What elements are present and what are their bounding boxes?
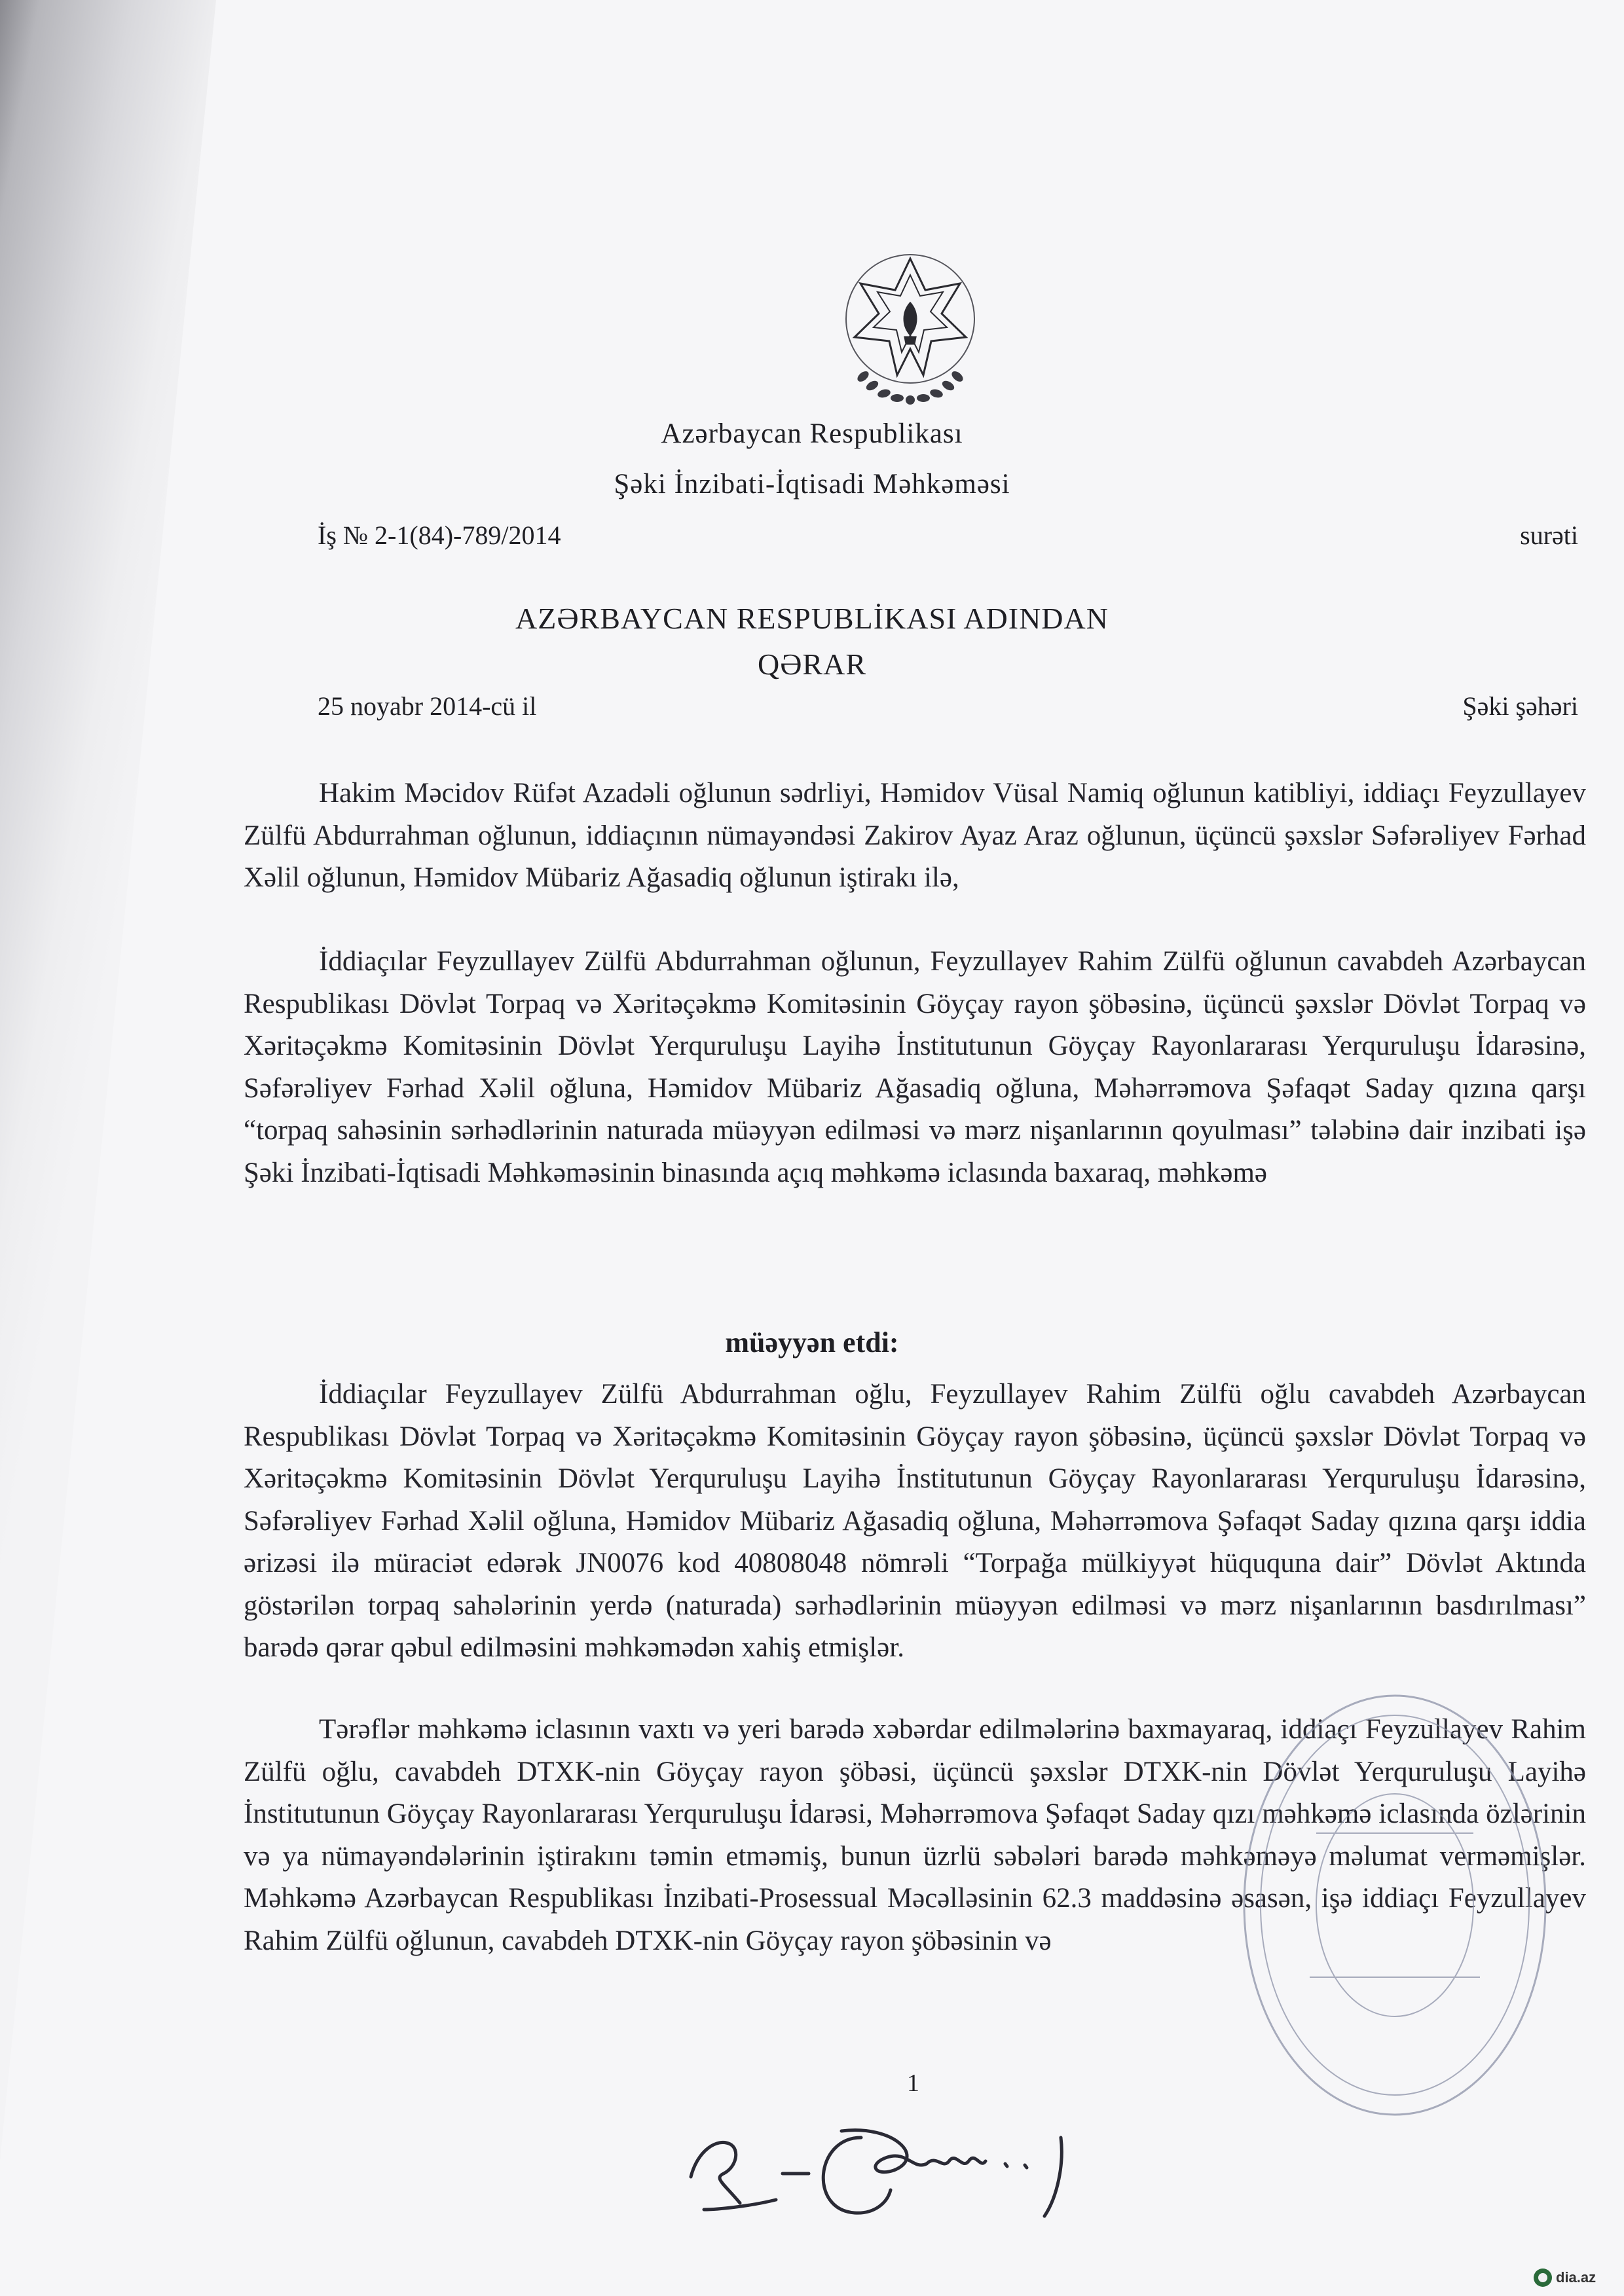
copy-label: surəti [1520,520,1578,550]
decision-title: AZƏRBAYCAN RESPUBLİKASI ADINDAN [515,602,1109,635]
paragraph-case-description: İddiaçılar Feyzullayev Zülfü Abdurrahman oğlunun, Feyzullayev Rahim Zülfü oğlunun cavabdeh Azərbaycan Respublikası Dövlət Torpaq və Xəritəçəkmə Komitəsinin Göyçay rayon şöbəsinə, üçüncü şəxslər Dövlət Torpaq və Xəritəçəkmə Komitəsinin Dövlət Yerquruluşu Layihə İnstitutunun Göyçay Rayonlararası Yerquruluşu İdarəsinə, Səfərəliyev Fərhad Xəlil oğluna, Həmidov Mübariz Ağasadiq oğluna, Məhərrəmova Şəfaqət Saday qızına qarşı “torpaq sahəsinin sərhədlərinin naturada müəyyən edilməsi və mərz nişanlarının qoyulması” tələbinə dair inzibati işə Şəki İnzibati-İqtisadi Məhkəməsinin binasında açıq məhkəmə iclasında baxaraq, məhkəmə [244,946,1586,1188]
case-number: İş № 2-1(84)-789/2014 [318,520,561,550]
section-heading-established: müəyyən etdi: [725,1326,899,1358]
signature-icon [678,2111,1123,2223]
court-name: Şəki İnzibati-İqtisadi Məhkəməsi [614,469,1010,500]
decision-city: Şəki şəhəri [1462,691,1578,721]
dia-logo-text: dia.az [1556,2269,1596,2286]
paragraph-parties-absence: Tərəflər məhkəmə iclasının vaxtı və yeri barədə xəbərdar edilmələrinə baxmayaraq, iddiaçı Feyzullayev Rahim Zülfü oğlu, cavabdeh DTXK-nin Göyçay rayon şöbəsi, üçüncü şəxslər DTXK-nin Dövlət Yerquruluşu Layihə İnstitutunun Göyçay Rayonlararası Yerquruluşu İdarəsi, Məhərrəmova Şəfaqət Saday qızı məhkəmə iclasında özlərinin və ya nümayəndələrinin iştirakını təmin etməmiş, bunun üzrlü səbələri barədə məhkəməyə məlumat verməmişlər. Məhkəmə Azərbaycan Respublikası İnzibati-Prosessual Məcəlləsinin 62.3 maddəsinə əsasən, işə iddiaçı Feyzullayev Rahim Zülfü oğlunun, cavabdeh DTXK-nin Göyçay rayon şöbəsinin və [244,1714,1586,1956]
decision-date: 25 noyabr 2014-cü il [318,691,537,721]
page-number: 1 [907,2069,919,2097]
court-stamp-icon [1198,1669,1565,2121]
republic-name: Azərbaycan Respublikası [661,418,963,449]
paragraph-court-composition: Hakim Məcidov Rüfət Azadəli oğlunun sədrliyi, Həmidov Vüsal Namiq oğlunun katibliyi, iddiaçı Feyzullayev Zülfü Abdurrahman oğlunun, iddiaçının nümayəndəsi Zakirov Ayaz Araz oğlunun, üçüncü şəxslər Səfərəliyev Fərhad Xəlil oğlunun, Həmidov Mübariz Ağasadiq oğlunun iştirakı ilə, [244,778,1586,893]
dia-logo-icon [1532,2265,1611,2290]
paragraph-claim: İddiaçılar Feyzullayev Zülfü Abdurrahman oğlu, Feyzullayev Rahim Zülfü oğlu cavabdeh Azərbaycan Respublikası Dövlət Torpaq və Xəritəçəkmə Komitəsinin Göyçay rayon şöbəsinə, üçüncü şəxslər Dövlət Torpaq və Xəritəçəkmə Komitəsinin Dövlət Yerquruluşu Layihə İnstitutunun Göyçay Rayonlararası Yerquruluşu İdarəsinə, Səfərəliyev Fərhad Xəlil oğluna, Həmidov Mübariz Ağasadiq oğluna, Məhərrəmova Şəfaqət Saday qızına qarşı iddia ərizəsi ilə müraciət edərək JN0076 kod 40808048 nömrəli “Torpağa mülkiyyət hüququna dair” Dövlət Aktında göstərilən torpaq sahələrinin yerdə (naturada) sərhədlərinin müəyyən edilməsi və mərz nişanlarının basdırılması” barədə qərar qəbul edilməsini məhkəmədən xahiş etmişlər. [244,1379,1586,1663]
decision-subtitle: QƏRAR [757,647,867,681]
state-emblem-icon [832,246,989,409]
